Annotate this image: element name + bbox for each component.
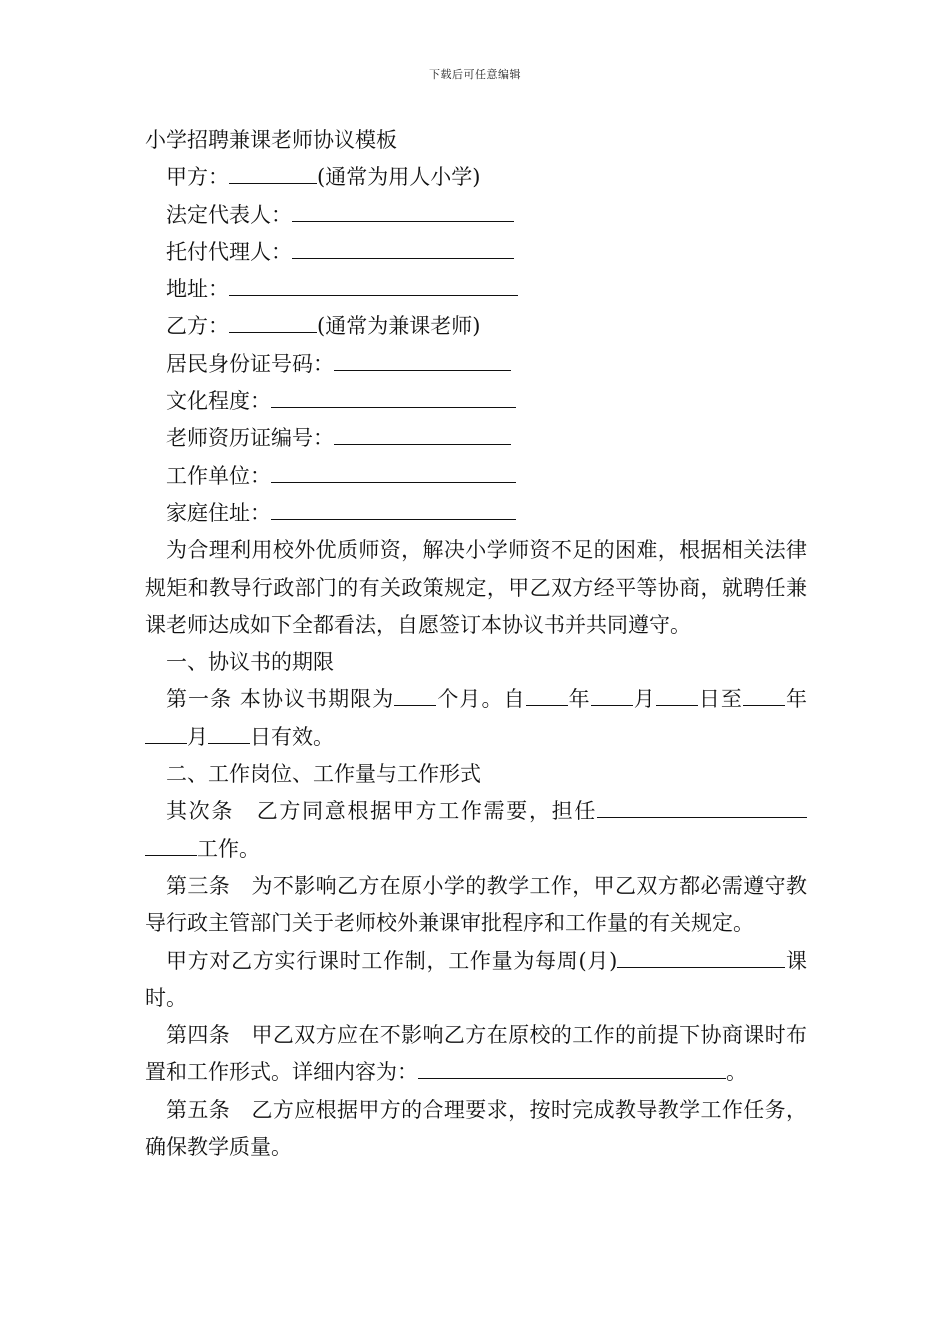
article-1-text-b: 个月。自 bbox=[436, 687, 526, 712]
article-3-workload-text-a: 甲方对乙方实行课时工作制，工作量为每周(月) bbox=[166, 948, 618, 973]
education-line bbox=[145, 383, 807, 420]
article-1-start-day-blank bbox=[656, 685, 698, 706]
address-blank bbox=[229, 275, 518, 296]
article-5: 第五条 乙方应根据甲方的合理要求，按时完成教导教学工作任务，确保教学质量。 bbox=[145, 1097, 807, 1160]
agent-label: 托付代理人： bbox=[166, 239, 292, 264]
agent-blank bbox=[292, 238, 514, 259]
article-1-text-c: 日至 bbox=[697, 687, 743, 712]
article-1 bbox=[145, 681, 807, 756]
legal-rep-blank bbox=[292, 201, 514, 222]
party-a-blank bbox=[229, 163, 317, 184]
id-label: 居民身份证号码： bbox=[166, 351, 334, 376]
party-b-line bbox=[145, 308, 807, 345]
cert-blank bbox=[334, 424, 511, 445]
section-2-heading: 二、工作岗位、工作量与工作形式 bbox=[166, 762, 481, 787]
education-label: 文化程度： bbox=[166, 389, 271, 414]
article-1-months-blank bbox=[394, 685, 436, 706]
party-a-note: (通常为用人小学) bbox=[317, 165, 481, 190]
article-1-month-a: 月 bbox=[632, 687, 656, 712]
article-2-text-a: 其次条 乙方同意根据甲方工作需要，担任 bbox=[166, 799, 597, 824]
id-line bbox=[145, 346, 807, 383]
party-b-note: (通常为兼课老师) bbox=[317, 314, 481, 339]
legal-rep-line bbox=[145, 197, 807, 234]
article-3-workload-text-b: 课时。 bbox=[145, 948, 808, 1010]
article-1-year-a: 年 bbox=[567, 687, 591, 712]
article-1-end-day-blank bbox=[208, 723, 250, 744]
home-line bbox=[145, 495, 807, 532]
article-3-workload bbox=[145, 943, 807, 1018]
page-header-note: 下载后可任意编辑 bbox=[429, 68, 521, 81]
article-4-details-blank bbox=[418, 1058, 726, 1079]
legal-rep-label: 法定代表人： bbox=[166, 202, 292, 227]
workplace-label: 工作单位： bbox=[166, 463, 271, 488]
article-1-end-year-blank bbox=[743, 685, 785, 706]
article-2-position-blank-b bbox=[145, 835, 197, 856]
article-1-text-d: 日有效。 bbox=[250, 724, 334, 749]
workplace-line bbox=[145, 458, 807, 495]
document-title: 小学招聘兼课老师协议模板 bbox=[145, 128, 397, 152]
cert-label: 老师资历证编号： bbox=[166, 426, 334, 451]
party-a-line bbox=[145, 159, 807, 196]
address-label: 地址： bbox=[166, 277, 229, 302]
article-2-text-b: 工作。 bbox=[197, 836, 260, 861]
article-3-hours-blank bbox=[617, 947, 785, 968]
party-a-label: 甲方： bbox=[166, 165, 229, 190]
section-1-heading: 一、协议书的期限 bbox=[166, 650, 334, 675]
cert-line bbox=[145, 420, 807, 457]
id-blank bbox=[334, 350, 511, 371]
agent-line bbox=[145, 234, 807, 271]
article-4-text: 第四条 甲乙双方应在不影响乙方在原校的工作的前提下协商课时布置和工作形式。详细内容为： bbox=[145, 1023, 807, 1085]
article-2 bbox=[145, 793, 807, 868]
article-1-text-a: 第一条 本协议书期限为 bbox=[166, 687, 395, 712]
article-1-start-year-blank bbox=[526, 685, 568, 706]
article-3: 第三条 为不影响乙方在原小学的教学工作，甲乙双方都必需遵守教导行政主管部门关于老师校外兼课审批程序和工作量的有关规定。 bbox=[145, 873, 807, 936]
workplace-blank bbox=[271, 462, 516, 483]
article-4-end: 。 bbox=[726, 1060, 747, 1085]
article-2-position-blank-a bbox=[597, 797, 807, 818]
article-1-start-month-blank bbox=[591, 685, 633, 706]
article-1-year-b: 年 bbox=[784, 687, 808, 712]
home-label: 家庭住址： bbox=[166, 500, 271, 525]
article-1-end-month-blank bbox=[145, 723, 187, 744]
party-b-blank bbox=[229, 312, 317, 333]
document-body bbox=[145, 122, 807, 1166]
address-line bbox=[145, 271, 807, 308]
home-blank bbox=[271, 499, 516, 520]
article-4 bbox=[145, 1017, 807, 1092]
article-1-month-b: 月 bbox=[187, 724, 208, 749]
intro-paragraph: 为合理利用校外优质师资，解决小学师资不足的困难，根据相关法律规矩和教导行政部门的有关政策规定，甲乙双方经平等协商，就聘任兼课老师达成如下全都看法，自愿签订本协议书并共同遵守。 bbox=[145, 538, 807, 637]
party-b-label: 乙方： bbox=[166, 314, 229, 339]
education-blank bbox=[271, 387, 516, 408]
